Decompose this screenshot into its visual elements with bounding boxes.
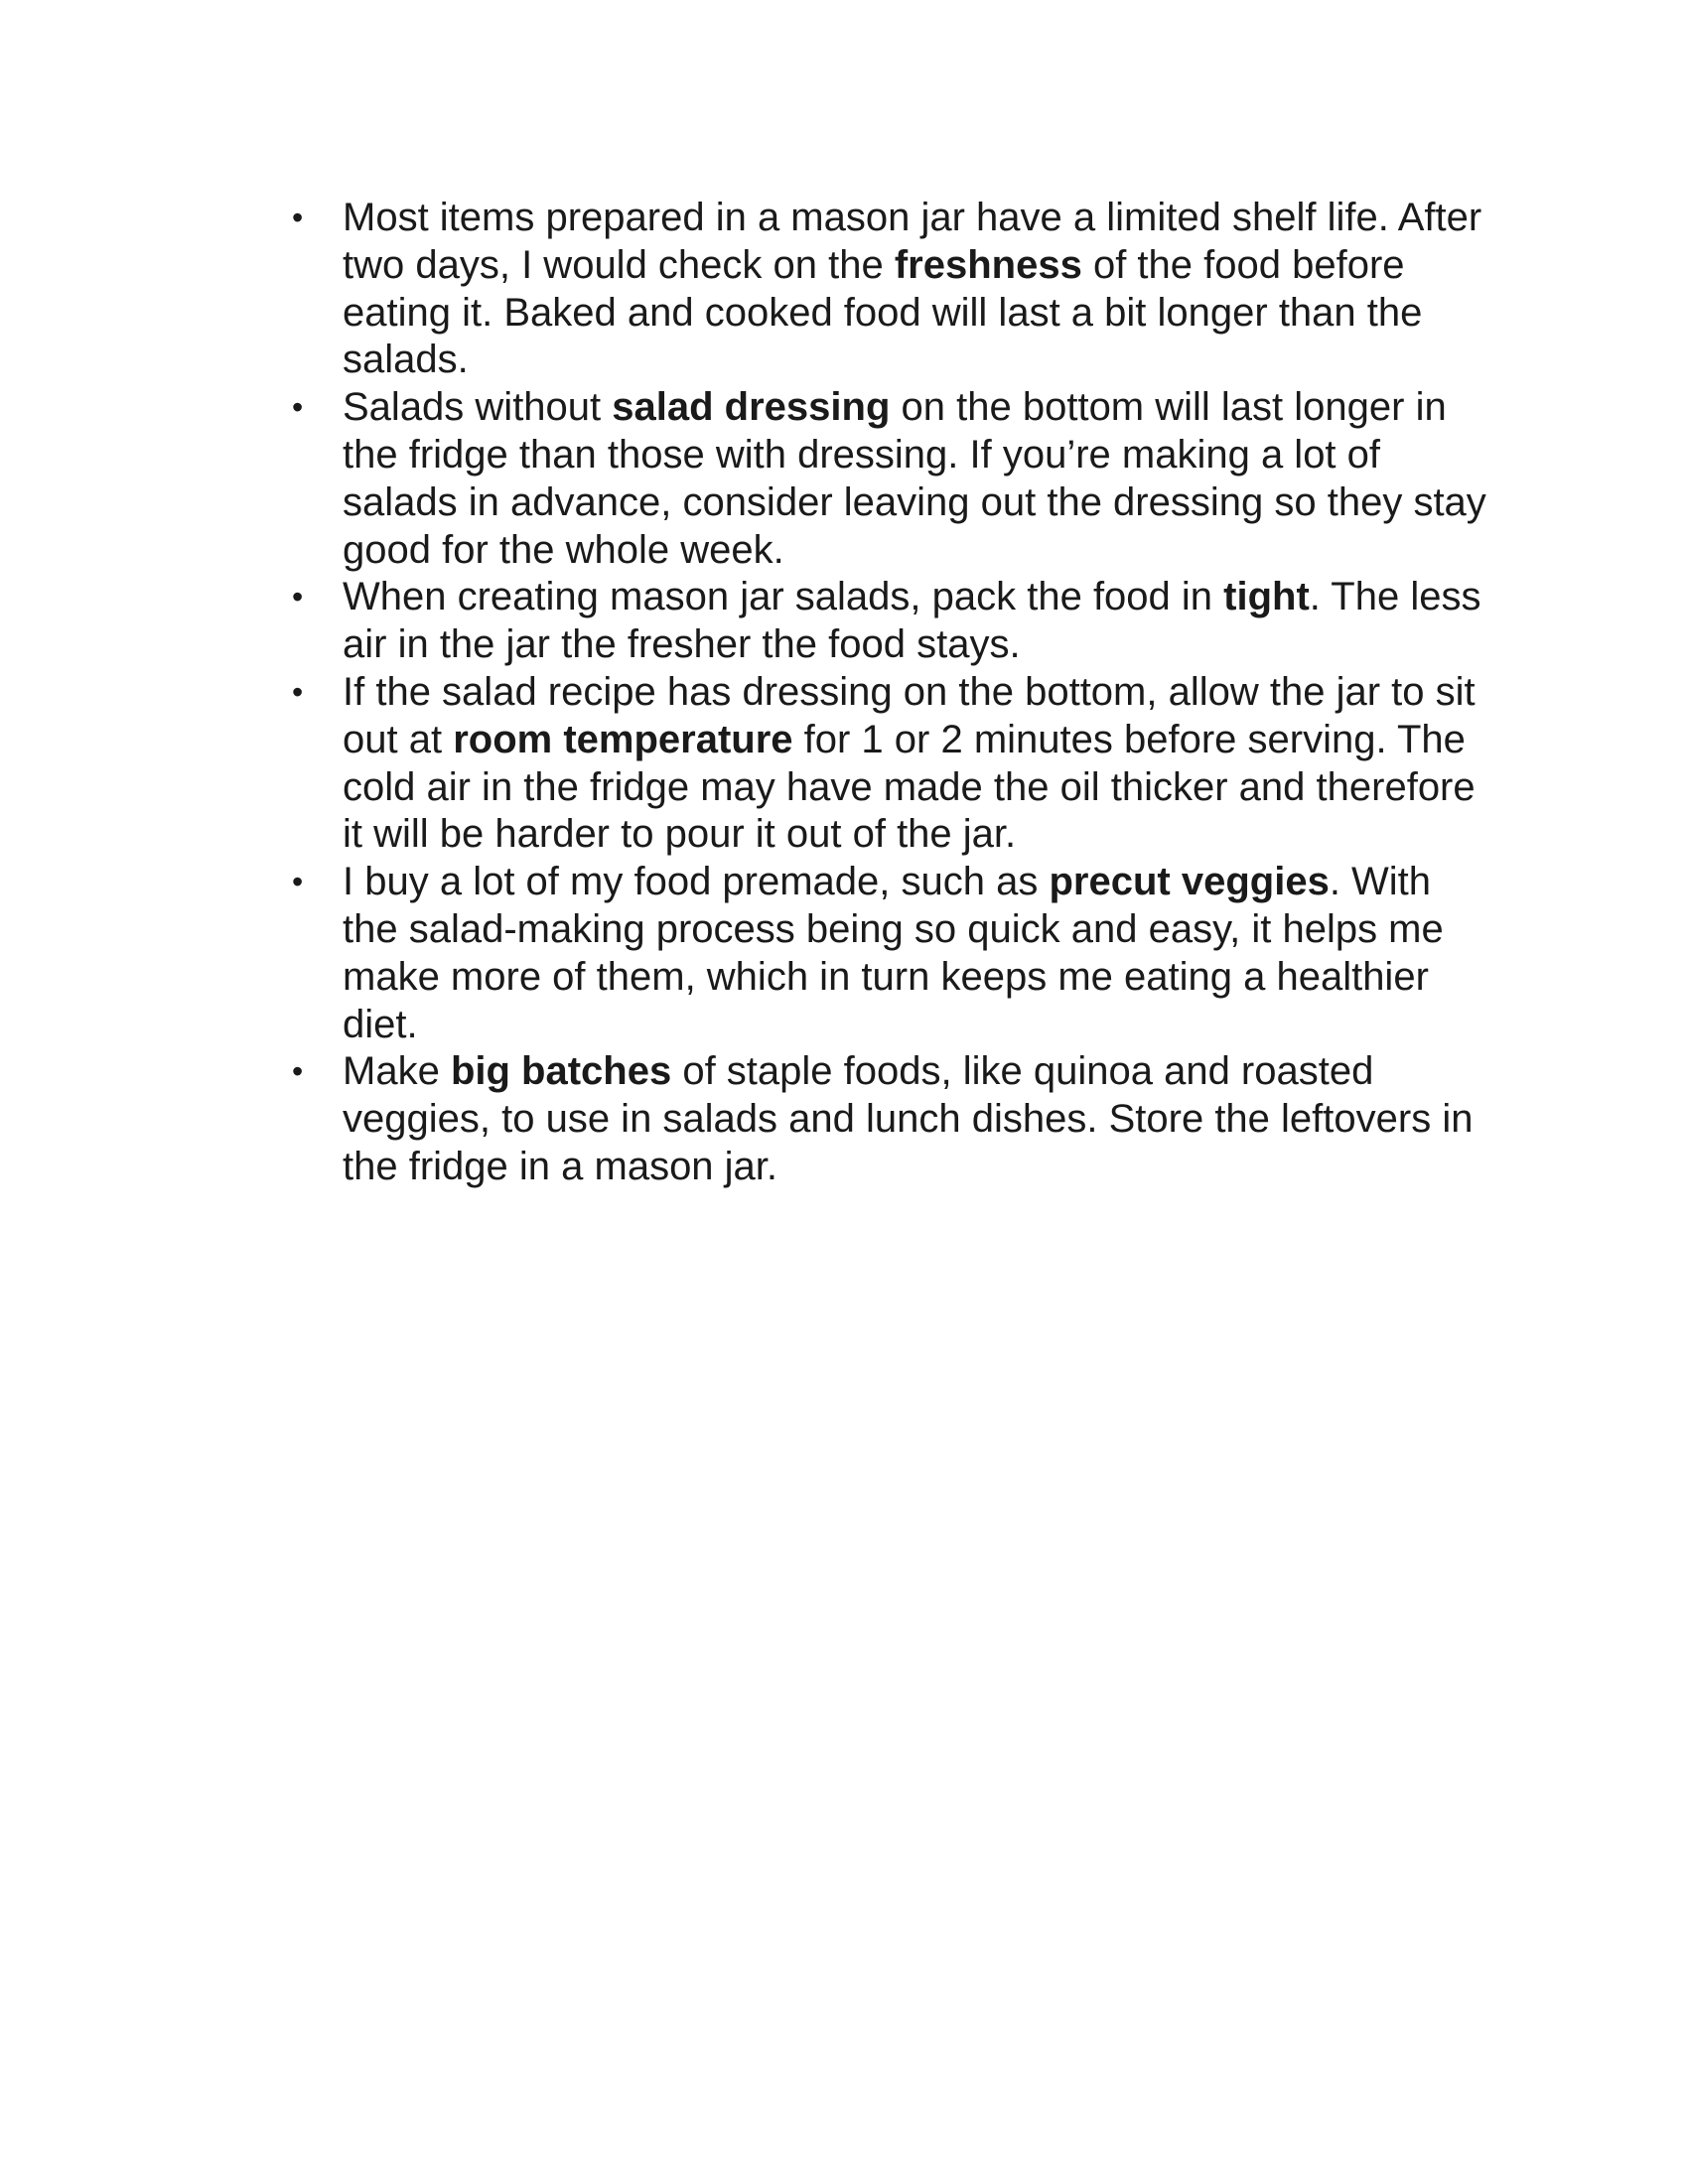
tip-text-after: of the food before eating it. Baked and cooked food will last a bit longer than the salads. xyxy=(343,242,1423,382)
tip-text-bold: tight xyxy=(1223,575,1310,619)
list-item xyxy=(288,195,1489,384)
tip-text-after: for 1 or 2 minutes before serving. The cold air in the fridge may have made the oil thicker and therefore it will be harder to pour it out of the jar. xyxy=(343,717,1476,857)
list-item xyxy=(288,384,1489,574)
tip-text-bold: freshness xyxy=(894,242,1082,287)
tip-text-bold: salad dressing xyxy=(612,385,891,430)
bullet-icon: • xyxy=(292,200,304,235)
tip-text-after: . The less air in the jar the fresher the food stays. xyxy=(343,575,1481,667)
list-item xyxy=(288,574,1489,669)
tip-text-before: Make xyxy=(343,1049,451,1094)
tips-list xyxy=(288,195,1489,1191)
tip-text-bold: precut veggies xyxy=(1049,860,1330,904)
tip-text-before: When creating mason jar salads, pack the food in xyxy=(343,575,1224,619)
list-item xyxy=(288,1048,1489,1190)
list-item xyxy=(288,669,1489,859)
bullet-icon: • xyxy=(292,1053,304,1090)
bullet-icon: • xyxy=(292,864,304,900)
bullet-icon: • xyxy=(292,389,304,426)
tip-text-after: of staple foods, like quinoa and roasted veggies, to use in salads and lunch dishes. Store the leftovers in the fridge in a mason jar. xyxy=(343,1049,1474,1188)
tip-text-before: Most items prepared in a mason jar have a limited shelf life. After two days, I would check on the xyxy=(343,196,1482,287)
tip-text-bold: big batches xyxy=(450,1049,672,1094)
bullet-icon: • xyxy=(292,673,304,710)
tip-text-before: Salads without xyxy=(343,385,613,430)
tip-text-before: I buy a lot of my food premade, such as xyxy=(343,860,1050,904)
list-item xyxy=(288,859,1489,1048)
bullet-icon: • xyxy=(292,579,304,615)
tip-text-bold: room temperature xyxy=(453,717,793,761)
tip-text-after: . With the salad-making process being so quick and easy, it helps me make more of them, which in turn keeps me eating a healthier diet. xyxy=(343,860,1444,1046)
tip-text-before: If the salad recipe has dressing on the bottom, allow the jar to sit out at xyxy=(343,669,1476,761)
tip-text-after: on the bottom will last longer in the fridge than those with dressing. If you’re making a lot of salads in advance, consider leaving out the dressing so they stay good for the whole week. xyxy=(343,385,1486,572)
